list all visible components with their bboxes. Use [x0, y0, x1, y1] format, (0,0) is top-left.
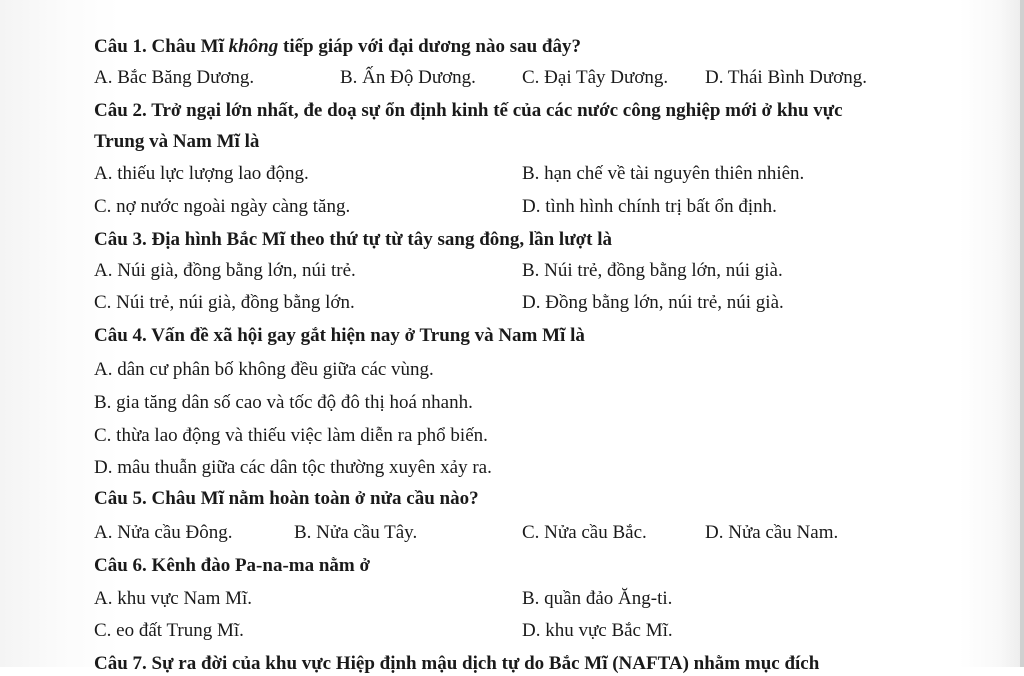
q1-option-c[interactable]: C. Đại Tây Dương.	[522, 67, 669, 88]
q2-option-c[interactable]: C. nợ nước ngoài ngày càng tăng.	[94, 196, 351, 217]
q3-option-d[interactable]: D. Đồng bằng lớn, núi trẻ, núi già.	[522, 292, 784, 313]
question-1-stem: Câu 1. Châu Mĩ không tiếp giáp với đại dương nào sau đây?	[94, 36, 581, 57]
question-2-stem-line-2: Trung và Nam Mĩ là	[94, 131, 260, 152]
q3-option-c[interactable]: C. Núi trẻ, núi già, đồng bằng lớn.	[94, 292, 355, 313]
question-6-stem: Câu 6. Kênh đào Pa-na-ma nằm ở	[94, 555, 371, 576]
q5-option-b[interactable]: B. Nửa cầu Tây.	[294, 522, 418, 543]
question-3-stem: Câu 3. Địa hình Bắc Mĩ theo thứ tự từ tây sang đông, lần lượt là	[94, 229, 612, 250]
q6-option-a[interactable]: A. khu vực Nam Mĩ.	[94, 588, 253, 609]
q4-option-a[interactable]: A. dân cư phân bố không đều giữa các vùng.	[94, 359, 434, 380]
q1-option-d[interactable]: D. Thái Bình Dương.	[705, 67, 867, 88]
q6-option-b[interactable]: B. quần đảo Ăng-ti.	[522, 588, 673, 609]
q5-option-d[interactable]: D. Nửa cầu Nam.	[705, 522, 839, 543]
q2-option-d[interactable]: D. tình hình chính trị bất ổn định.	[522, 196, 777, 217]
question-4-stem: Câu 4. Vấn đề xã hội gay gắt hiện nay ở Trung và Nam Mĩ là	[94, 325, 585, 346]
q5-option-c[interactable]: C. Nửa cầu Bắc.	[522, 522, 647, 543]
q1-option-a[interactable]: A. Bắc Băng Dương.	[94, 67, 255, 88]
emphasis-text: không	[228, 36, 279, 57]
q2-option-b[interactable]: B. hạn chế về tài nguyên thiên nhiên.	[522, 163, 805, 184]
q2-option-a[interactable]: A. thiếu lực lượng lao động.	[94, 163, 309, 184]
q4-option-c[interactable]: C. thừa lao động và thiếu việc làm diễn ra phổ biến.	[94, 425, 488, 446]
question-5-stem: Câu 5. Châu Mĩ nằm hoàn toàn ở nửa cầu nào?	[94, 488, 479, 509]
q3-option-b[interactable]: B. Núi trẻ, đồng bằng lớn, núi già.	[522, 260, 783, 281]
q4-option-b[interactable]: B. gia tăng dân số cao và tốc độ đô thị hoá nhanh.	[94, 392, 473, 413]
question-2-stem-line-1: Câu 2. Trở ngại lớn nhất, đe doạ sự ổn định kinh tế của các nước công nghiệp mới ở khu vực	[94, 100, 843, 121]
q5-option-a[interactable]: A. Nửa cầu Đông.	[94, 522, 233, 543]
q1-option-b[interactable]: B. Ấn Độ Dương.	[340, 67, 476, 88]
q3-option-a[interactable]: A. Núi già, đồng bằng lớn, núi trẻ.	[94, 260, 356, 281]
q6-option-c[interactable]: C. eo đất Trung Mĩ.	[94, 620, 244, 641]
q6-option-d[interactable]: D. khu vực Bắc Mĩ.	[522, 620, 673, 641]
q4-option-d[interactable]: D. mâu thuẫn giữa các dân tộc thường xuyên xảy ra.	[94, 457, 492, 478]
question-7-stem: Câu 7. Sự ra đời của khu vực Hiệp định mậu dịch tự do Bắc Mĩ (NAFTA) nhằm mục đích	[94, 653, 820, 674]
